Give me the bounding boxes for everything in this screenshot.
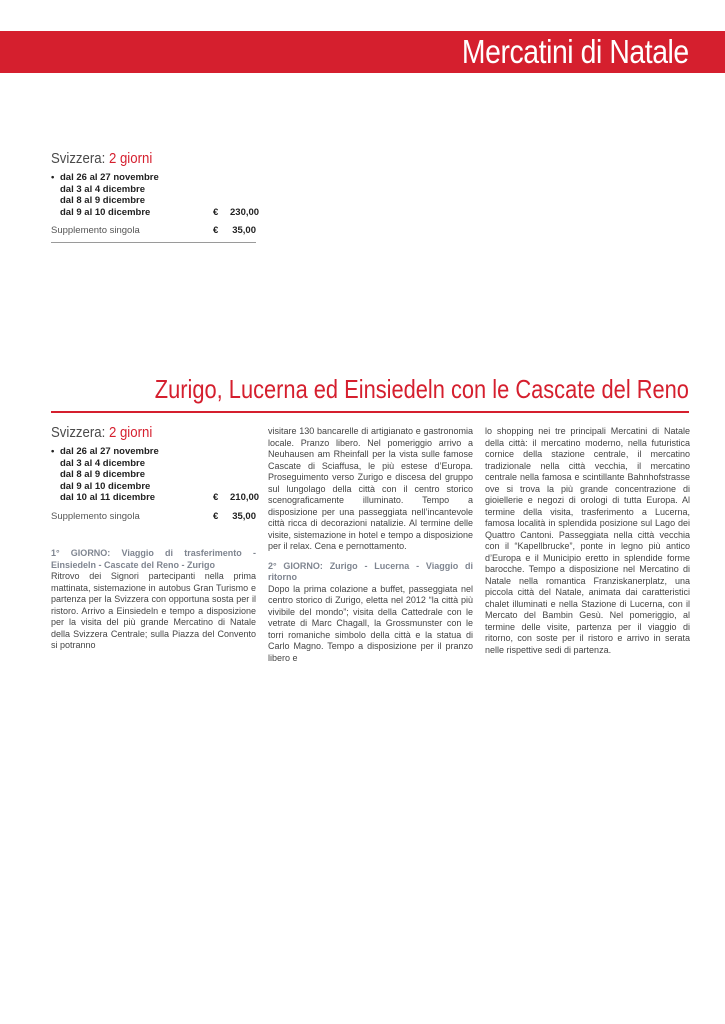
euro-sign: € (213, 510, 219, 522)
offer-block-2 (51, 424, 260, 528)
date-item (51, 446, 256, 458)
price-value: 210,00 (230, 492, 260, 503)
date-text: dal 9 al 10 dicembre (60, 206, 151, 218)
bullet-icon: • (51, 172, 55, 183)
offer-block-1 (51, 150, 260, 243)
date-text: dal 26 al 27 novembre (60, 446, 159, 457)
euro-sign: € (213, 492, 219, 503)
date-item (51, 469, 256, 481)
date-item (51, 206, 260, 219)
date-item (51, 492, 260, 504)
date-text: dal 8 al 9 dicembre (60, 195, 146, 206)
day1-text-continued: visitare 130 bancarelle di artigianato e gastronomia locale. Pranzo libero. Nel pomeriggio arrivo a Neuhausen am Rheinfall per la vista sulle famose Cascate di Sciaffusa, le più estese d’Europa. Proseguimento verso Zurigo e discesa del gruppo sul lungolago della città con il centro storico scenograficamente illuminato. Tempo a disposizione per una passeggiata nell’incantevole città ricca di decorazioni natalizie. Al termine delle visite, sistemazione in hotel e tempo a disposizione per il relax. Cena e pernottamento. (268, 426, 473, 551)
page-title: Mercatini di Natale (462, 33, 689, 70)
supplement-price (213, 511, 256, 522)
offer-country: Svizzera: (51, 424, 106, 441)
supplement-row (51, 511, 256, 528)
date-list (51, 172, 260, 218)
date-text: dal 3 al 4 dicembre (60, 457, 146, 469)
date-item (51, 172, 256, 184)
supplement-label: Supplemento singola (51, 510, 140, 522)
euro-sign: € (213, 225, 219, 236)
date-text: dal 10 al 11 dicembre (60, 492, 156, 503)
date-item (51, 481, 256, 493)
price-value: 230,00 (230, 206, 260, 218)
date-text: dal 26 al 27 novembre (60, 172, 159, 183)
supplement-row (51, 225, 256, 243)
section-divider (51, 411, 689, 413)
offer-heading (51, 424, 231, 441)
price (213, 492, 260, 504)
date-item (51, 184, 256, 196)
date-item (51, 195, 256, 207)
bullet-icon: • (51, 446, 55, 457)
supplement-label: Supplemento singola (51, 225, 140, 236)
euro-sign: € (213, 206, 219, 218)
offer-duration: 2 giorni (108, 150, 153, 167)
date-item (51, 458, 256, 470)
offer-duration: 2 giorni (108, 424, 153, 441)
offer-heading (51, 150, 231, 167)
date-text: dal 9 al 10 dicembre (60, 480, 151, 492)
day1-text: Ritrovo dei Signori partecipanti nella prima mattinata, sistemazione in autobus Gran Turismo e partenza per la Svizzera con opportuna sosta per il ristoro. Arrivo a Einsiedeln e tempo a disposizione per la visita del più grande Mercatino di Natale della Svizzera Centrale; sulla Piazza del Convento si potranno (51, 571, 256, 650)
date-text: dal 8 al 9 dicembre (60, 469, 146, 480)
itinerary-column-2 (268, 426, 473, 664)
day2-text-continued: lo shopping nei tre principali Mercatini di Natale della città: il mercatino moderno, nella futuristica cornice della stazione centrale, il mercatino tradizionale nella città vecchia, il mercatino centrale nella famosa e scintillante Bahnhofstrasse ove si trova la più grande concentrazione di gioiellerie e negozi di orologi di tutta Europa. Al termine della visita, trasferimento a Lucerna, famosa località in splendida posizione sul Lago dei Quattro Cantoni. Passeggiata nella città vecchia con il “Kapellbrucke”, ponte in legno più antico d’Europa e il Municipio eretto in splendide forme barocche. Tempo a disposizione nel Mercatino di Natale nella romantica Franziskanerplatz, una piccola città del Natale, animata dai caratteristici chalet illuminati e nella Stazione di Lucerna, con il Mercato del Bambin Gesù. Nel pomeriggio, al termine delle visite, partenza per il viaggio di ritorno, con soste per il ristoro e arrivo in serata nelle rispettive sedi di partenza. (485, 426, 690, 655)
header-banner (0, 31, 725, 73)
price-value: 35,00 (232, 225, 256, 236)
supplement-price (213, 225, 256, 236)
date-list (51, 446, 260, 504)
itinerary-column-3 (485, 426, 690, 656)
offer-country: Svizzera: (51, 150, 106, 167)
day2-text: Dopo la prima colazione a buffet, passeggiata nel centro storico di Zurigo, eletta nel 2012 “la città più vivibile del mondo”; visita della Cattedrale con le vetrate di Marc Chagall, la Grossmunster con le torri romaniche simbolo della città e la statua di Carlo Magno. Tempo a disposizione per il pranzo libero e (268, 583, 473, 663)
price (213, 206, 260, 219)
section-title: Zurigo, Lucerna ed Einsiedeln con le Cascate del Reno (154, 374, 689, 404)
day2-title: 2° GIORNO: Zurigo - Lucerna - Viaggio di ritorno (268, 560, 473, 582)
itinerary-column-1 (51, 548, 256, 652)
date-text: dal 3 al 4 dicembre (60, 183, 146, 195)
price-value: 35,00 (232, 510, 256, 522)
day1-title: 1° GIORNO: Viaggio di trasferimento - Einsiedeln - Cascate del Reno - Zurigo (51, 548, 256, 570)
